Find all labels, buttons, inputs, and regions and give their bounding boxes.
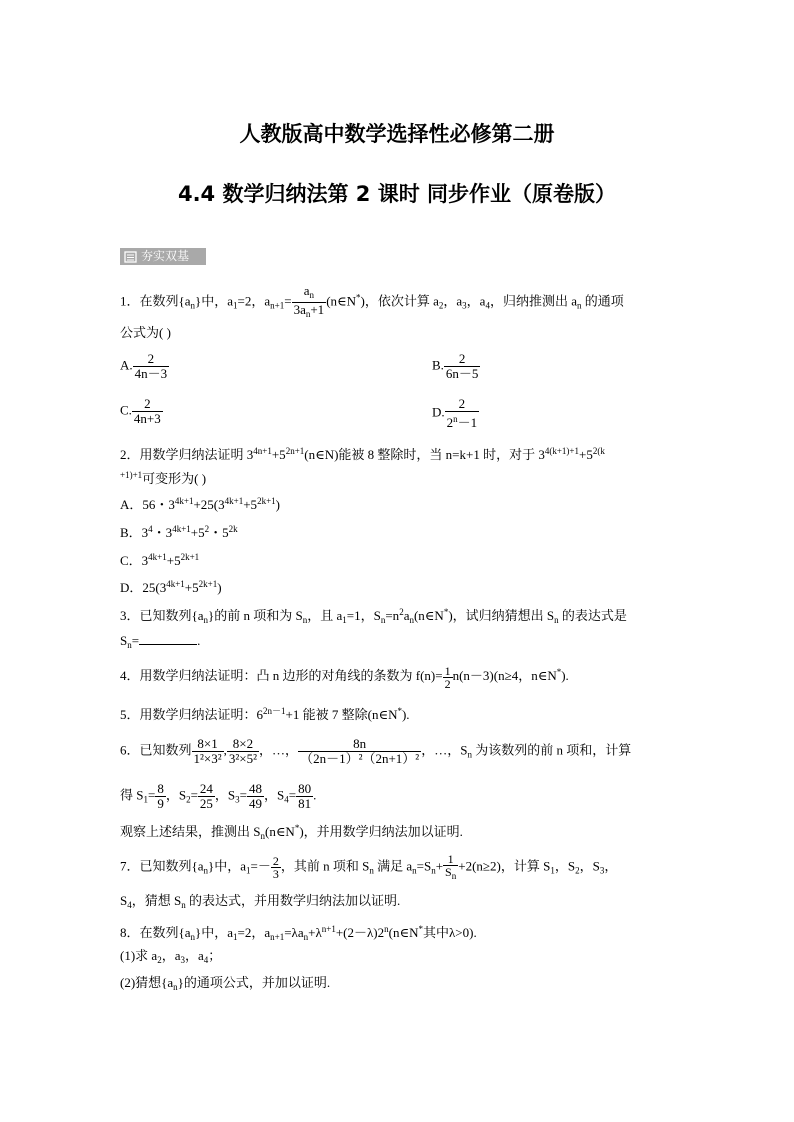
q1-option-d: D. $\frac{2}{2^n-1}$ — [432, 396, 478, 430]
question-2: 2．用数学归纳法证明 $3^{4n+1}+5^{2n+1}(n\in N)$能被 8 整除时，当 n=k+1 时，对于 $3^{4(k+1)+1}+5^{2(k}$ — [120, 446, 605, 462]
q1-option-b: B. $\frac{2}{6n-5}$ — [432, 351, 479, 381]
page-title: 人教版高中数学选择性必修第二册 — [239, 122, 555, 146]
q1-fraction: $\frac{a_n}{3a_n+1}$ — [293, 283, 325, 319]
question-6-line-2: 得 $S_1=$ $\frac{8}{9}$ ，$S_2=$ $\frac{24}{25}$ ，$S_3=$ $\frac{48}{49}$ ，$S_4=$ $\frac{80}{81}$ . — [120, 781, 317, 811]
q2-option-d: D．$25(3^{4k+1}+5^{2k+1})$ — [120, 579, 222, 595]
q2-option-b: B．$3^4$・$3^{4k+1}+5^2$・$5^{2k}$ — [120, 524, 238, 540]
q2-option-c: C．$3^{4k+1}+5^{2k+1}$ — [120, 552, 200, 568]
question-5: 5．用数学归纳法证明：$6^{2n-1}+1$ 能被 7 整除(n∈N*). — [120, 706, 410, 722]
question-3-line-2: $S_n=$ . — [120, 633, 201, 650]
question-3: 3．已知数列$\{a_n\}$的前 n 项和为 $S_n$，且 $a_1=1$，$S_n=n^2a_n(n\in N^*)$，试归纳猜想出 $S_n$ 的表达式是 — [120, 607, 627, 625]
question-6-line-3: 观察上述结果，推测出 $S_n(n\in N^*)$，并用数学归纳法加以证明. — [120, 823, 463, 841]
question-6: 6．已知数列 $\frac{8\times 1}{\text{1²×3²}}$ , $\frac{8\times 2}{\text{3²×5²}}$ ，…， $\frac{8n}{\text{（2n－1）²（2n+1）²}}$ ，…，$S_n$ 为该数列的前 n 项和，计算 — [120, 736, 632, 766]
q1-option-a: A. $\frac{2}{4n-3}$ — [120, 351, 168, 381]
question-8: 8．在数列$\{a_n\}$中，$a_1=2$，$a_{n+1}=\lambda a_n+\lambda^{n+1}+(2-\lambda)2^n(n\in N^*$其中λ>0). — [120, 924, 477, 942]
question-8-part-2: (2)猜想$\{a_n\}$的通项公式，并加以证明. — [120, 975, 331, 992]
question-1-line-2: 公式为( ) — [120, 325, 171, 340]
question-7: 7．已知数列$\{a_n\}$中，$a_1=-$ $\frac{2}{3}$ ，其前 n 项和 $S_n$ 满足 $a_n=S_n+$ $\frac{1}{S_n}$ +2(n≥2)，计算 $S_1$，$S_2$，$S_3$， — [120, 852, 618, 881]
q1-option-c: C. $\frac{2}{4n+3}$ — [120, 396, 161, 426]
section-label: 夯实双基 — [141, 249, 190, 263]
question-1: 1．在数列$\{a_n\}$中，$a_1=2$，$a_{n+1}=$ $\frac{a_n}{3a_n+1}$ (n∈N*)，依次计算 $a_2$，$a_3$，$a_4$，归纳推测出 $a_n$ 的通项 — [120, 283, 624, 319]
question-7-line-2: $S_4$，猜想 $S_n$ 的表达式，并用数学归纳法加以证明. — [120, 893, 401, 910]
question-2-line-2: $^{+1)+1}$可变形为( ) — [120, 470, 207, 486]
book-icon — [124, 251, 137, 263]
question-4: 4．用数学归纳法证明：凸 n 边形的对角线的条数为 f(n)= $\frac{1}{2}$ n(n－3)(n≥4，n∈N*). — [120, 663, 569, 691]
q2-option-a: A．56・$3^{4k+1}+25(3^{4k+1}+5^{2k+1})$ — [120, 496, 280, 512]
answer-blank[interactable] — [139, 633, 197, 645]
page-subtitle: 4.4 数学归纳法第 2 课时 同步作业（原卷版） — [177, 182, 617, 206]
question-8-part-1: (1)求 $a_2$，$a_3$，$a_4$； — [120, 948, 222, 965]
section-badge — [120, 248, 206, 265]
